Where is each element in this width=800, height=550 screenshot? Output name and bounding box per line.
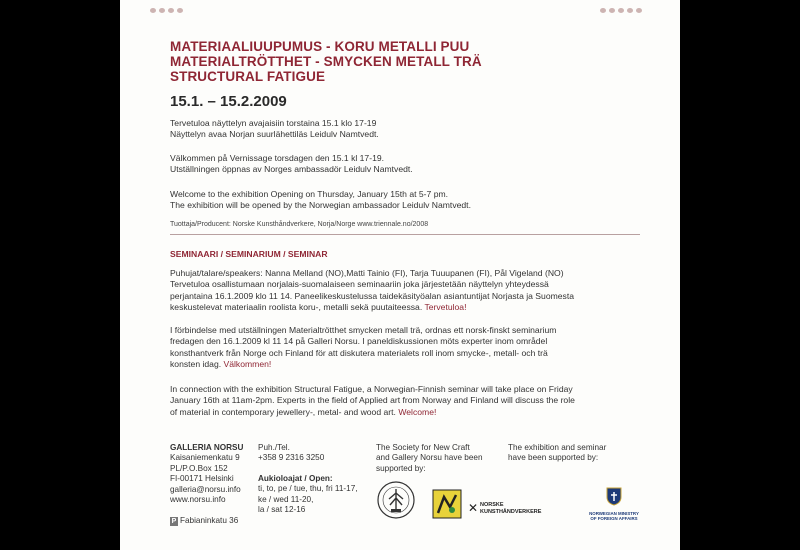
title-finnish: MATERIAALIUUPUMUS - KORU METALLI PUU [170, 39, 470, 54]
speakers-line: Puhujat/talare/speakers: Nanna Melland (NO),Matti Tainio (FI), Tarja Tuuupanen (FI), Pål Vigeland (NO) [170, 268, 564, 278]
support-text-1: The Society for New Craft and Gallery Norsu have been supported by: [376, 443, 483, 473]
invitation-card [120, 0, 680, 550]
phone-number: +358 9 2316 3250 [258, 453, 325, 463]
welcome-finnish: Tervetuloa! [424, 302, 467, 313]
gallery-email[interactable]: galleria@norsu.info [170, 484, 241, 494]
top-edge-marks [150, 0, 186, 8]
title-swedish: MATERIALTRÖTTHET - SMYCKEN METALL TRÄ [170, 54, 482, 69]
seminar-swedish: I förbindelse med utställningen Materialtrötthet smycken metall trä, ordnas ett norsk-finskt seminarium fredagen den 16.1.2009 kl 11 14 på Galleri Norsu. I paneldiskussionen möts experter inom områdel konsthantverk från Norge och Finland för att diskutera materialets roll inom smycke-, metall- och trä konsten idag. Välkommen! [170, 325, 557, 370]
contact-hours: Puh./Tel. +358 9 2316 3250 Aukioloajat / Open: ti, to, pe / tue, thu, fri 11-17, ke / wed 11-20, la / sat 12-16 [258, 443, 358, 515]
parking-info: P Fabianinkatu 36 [171, 516, 239, 526]
gallery-name: GALLERIA NORSU [170, 443, 244, 452]
opening-english: Welcome to the exhibition Opening on Thursday, January 15th at 5-7 pm. The exhibition will be opened by the Norwegian ambassador Leidulv Namtvedt. [170, 189, 471, 211]
seminar-heading: SEMINAARI / SEMINARIUM / SEMINAR [170, 249, 328, 259]
parking-icon: P [171, 517, 177, 525]
norske-kunsthandverkere-logo: ✕ NORSKE KUNSTHÅNDVERKERE [468, 501, 542, 515]
coat-of-arms-icon [605, 486, 623, 506]
society-seal-logo [376, 480, 416, 520]
opening-finnish: Tervetuloa näyttelyn avajaisiin torstaina 15.1 klo 17-19 Näyttelyn avaa Norjan suurlähettiläs Leidulv Namtvedt. [170, 118, 379, 140]
cultural-foundation-logo [432, 489, 462, 519]
seminar-english: In connection with the exhibition Structural Fatigue, a Norwegian-Finnish seminar will take place on Friday January 16th at 11am-2pm. Experts in the field of Applied art from Norway and Finland will discuss the role of material in contemporary jewellery-, metal- and wood art. Welcome! [170, 384, 575, 417]
norwegian-ministry-logo: NORWEGIAN MINISTRY OF FOREIGN AFFAIRS [584, 486, 644, 522]
cross-mark-icon: ✕ [468, 501, 479, 515]
support-text-2: The exhibition and seminar have been supported by: [508, 443, 607, 463]
gallery-address: GALLERIA NORSU Kaisaniemenkatu 9 PL/P.O.Box 152 FI-00171 Helsinki galleria@norsu.info www.norsu.info P Fabianinkatu 36 [170, 443, 244, 526]
top-edge-marks-right [600, 0, 645, 8]
opening-swedish: Välkommen på Vernissage torsdagen den 15.1 kl 17-19. Utställningen öppnas av Norges ambassadör Leidulv Namtvedt. [170, 153, 413, 175]
producer-line: Tuottaja/Producent: Norske Kunsthåndverkere, Norja/Norge www.triennale.no/2008 [170, 221, 429, 228]
welcome-english: Welcome! [398, 406, 437, 417]
title-english: STRUCTURAL FATIGUE [170, 69, 326, 84]
welcome-swedish: Välkommen! [223, 359, 272, 370]
seminar-finnish: Puhujat/talare/speakers: Nanna Melland (NO),Matti Tainio (FI), Tarja Tuuupanen (FI), Pål Vigeland (NO) Tervetuloa osallistumaan norjalais-suomalaiseen seminaariin joka järjestetään näyttelyn yhteydessä perjantaina 16.1.2009 klo 11 14. Paneelikeskustelussa taidekäsityöalan asiantuntijat Norjasta ja Suomesta keskustelevat materiaalin roolista koru-, metalli sekä puutaiteessa. Tervetuloa! [170, 268, 670, 314]
exhibition-dates: 15.1. – 15.2.2009 [170, 93, 287, 110]
gallery-website[interactable]: www.norsu.info [170, 495, 226, 505]
section-divider [170, 234, 640, 235]
